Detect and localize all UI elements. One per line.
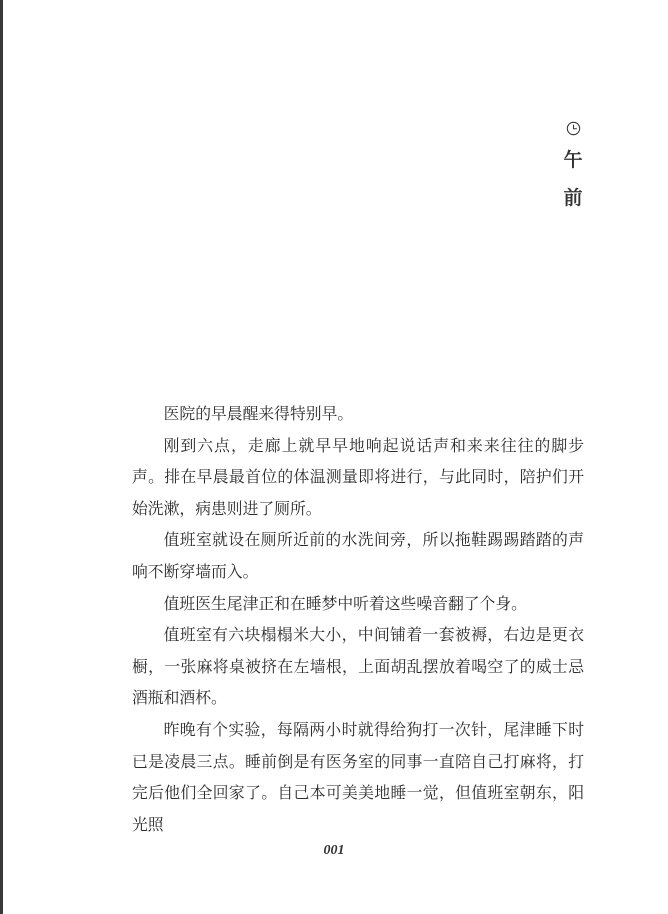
body-text: [132, 398, 584, 840]
clock-icon: [566, 121, 581, 136]
page-edge: [0, 0, 3, 914]
paragraph: 刚到六点，走廊上就早早地响起说话声和来来往往的脚步声。排在早晨最首位的体温测量即将进行，与此同时，陪护们开始洗漱，病患则进了厕所。: [132, 435, 584, 518]
chapter-title-char: 午: [563, 149, 583, 171]
chapter-title-char: 前: [563, 187, 583, 209]
paragraph: 值班室有六块榻榻米大小，中间铺着一套被褥，右边是更衣橱，一张麻将桌被挤在左墙根，上面胡乱摆放着喝空了的威士忌酒瓶和酒杯。: [132, 625, 584, 708]
page-number: 001: [323, 843, 345, 858]
paragraph: 值班医生尾津正和在睡梦中听着这些噪音翻了个身。: [163, 593, 527, 613]
paragraph: 医院的早晨醒来得特别早。: [163, 404, 354, 423]
paragraph: 昨晚有个实验，每隔两小时就得给狗打一次针，尾津睡下时已是凌晨三点。睡前倒是有医务室的同事一直陪自己打麻将，打完后他们全回家了。自己本可美美地睡一觉，但值班室朝东，阳光照: [132, 719, 584, 834]
paragraph: 值班室就设在厕所近前的水洗间旁，所以拖鞋踢踢踏踏的声响不断穿墙而入。: [132, 530, 584, 581]
chapter-heading: [561, 121, 585, 208]
